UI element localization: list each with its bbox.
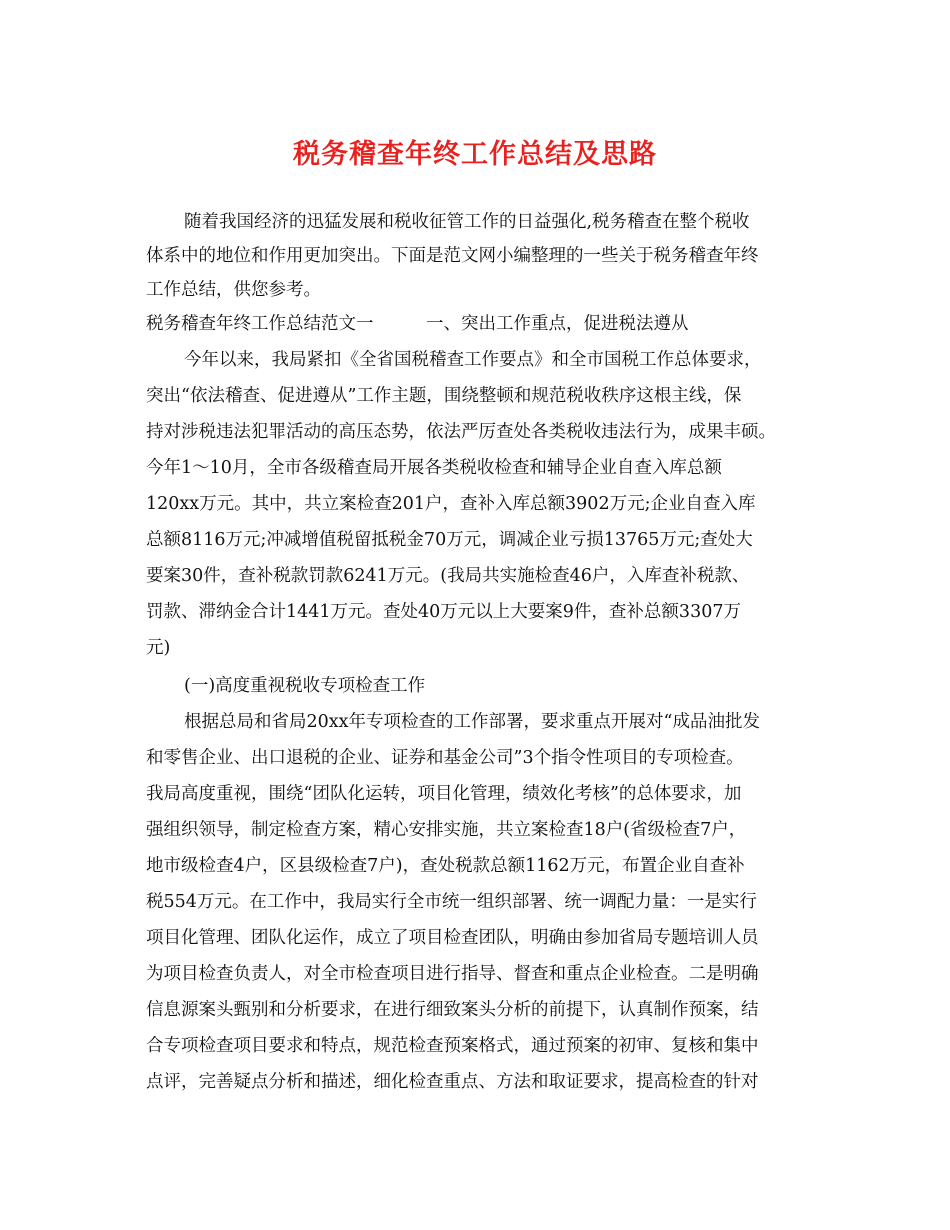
- paragraph-line: 和零售企业、出口退税的企业、证券和基金公司”3个指令性项目的专项检查。: [146, 748, 744, 768]
- paragraph-line: 120xx万元。其中，共立案检查201户，查补入库总额3902万元;企业自查入库: [146, 494, 756, 514]
- paragraph-line: 今年以来，我局紧扣《全省国税稽查工作要点》和全市国税工作总体要求，: [184, 350, 762, 370]
- paragraph-line: 今年1～10月，全市各级稽查局开展各类税收检查和辅导企业自查入库总额: [146, 458, 722, 478]
- paragraph-line: 信息源案头甄别和分析要求，在进行细致案头分析的前提下，认真制作预案，结: [146, 1000, 759, 1020]
- paragraph-line: 项目化管理、团队化运作，成立了项目检查团队，明确由参加省局专题培训人员: [146, 928, 759, 948]
- paragraph-line: 根据总局和省局20xx年专项检查的工作部署，要求重点开展对“成品油批发: [184, 712, 760, 732]
- subheading-line: (一)高度重视税收专项检查工作: [184, 676, 426, 696]
- paragraph-line: 强组织领导，制定检查方案，精心安排实施，共立案检查18户(省级检查7户，: [146, 820, 747, 840]
- paragraph-line: 地市级检查4户，区县级检查7户)，查处税款总额1162万元，布置企业自查补: [146, 856, 745, 876]
- paragraph-line: 为项目检查负责人，对全市检查项目进行指导、督查和重点企业检查。二是明确: [146, 964, 759, 984]
- paragraph-line: 合专项检查项目要求和特点，规范检查预案格式，通过预案的初审、复核和集中: [146, 1036, 759, 1056]
- paragraph-line: 点评，完善疑点分析和描述，细化检查重点、方法和取证要求，提高检查的针对: [146, 1072, 759, 1092]
- paragraph-line: 要案30件，查补税款罚款6241万元。(我局共实施检查46户，入库查补税款、: [146, 566, 750, 586]
- paragraph-line: 体系中的地位和作用更加突出。下面是范文网小编整理的一些关于税务稽查年终: [146, 246, 759, 266]
- document-title: 税务稽查年终工作总结及思路: [293, 139, 657, 170]
- paragraph-line: 我局高度重视，围绕“团队化运转，项目化管理，绩效化考核”的总体要求，加: [146, 784, 742, 804]
- paragraph-line: 突出“依法稽查、促进遵从”工作主题，围绕整顿和规范税收秩序这根主线，保: [146, 386, 742, 406]
- paragraph-line: 元): [146, 638, 171, 658]
- paragraph-line: 随着我国经济的迅猛发展和税收征管工作的日益强化,税务稽查在整个税收: [184, 212, 750, 232]
- paragraph-line: 罚款、滞纳金合计1441万元。查处40万元以上大要案9件，查补总额3307万: [146, 602, 741, 622]
- paragraph-line: 税554万元。在工作中，我局实行全市统一组织部署、统一调配力量：一是实行: [146, 892, 757, 912]
- section-heading-line: 税务稽查年终工作总结范文一 一、突出工作重点，促进税法遵从: [146, 314, 689, 334]
- paragraph-line: 工作总结，供您参考。: [146, 280, 321, 300]
- paragraph-line: 总额8116万元;冲减增值税留抵税金70万元，调减企业亏损13765万元;查处大: [146, 530, 753, 550]
- paragraph-line: 持对涉税违法犯罪活动的高压态势，依法严厉查处各类税收违法行为，成果丰硕。: [146, 422, 776, 442]
